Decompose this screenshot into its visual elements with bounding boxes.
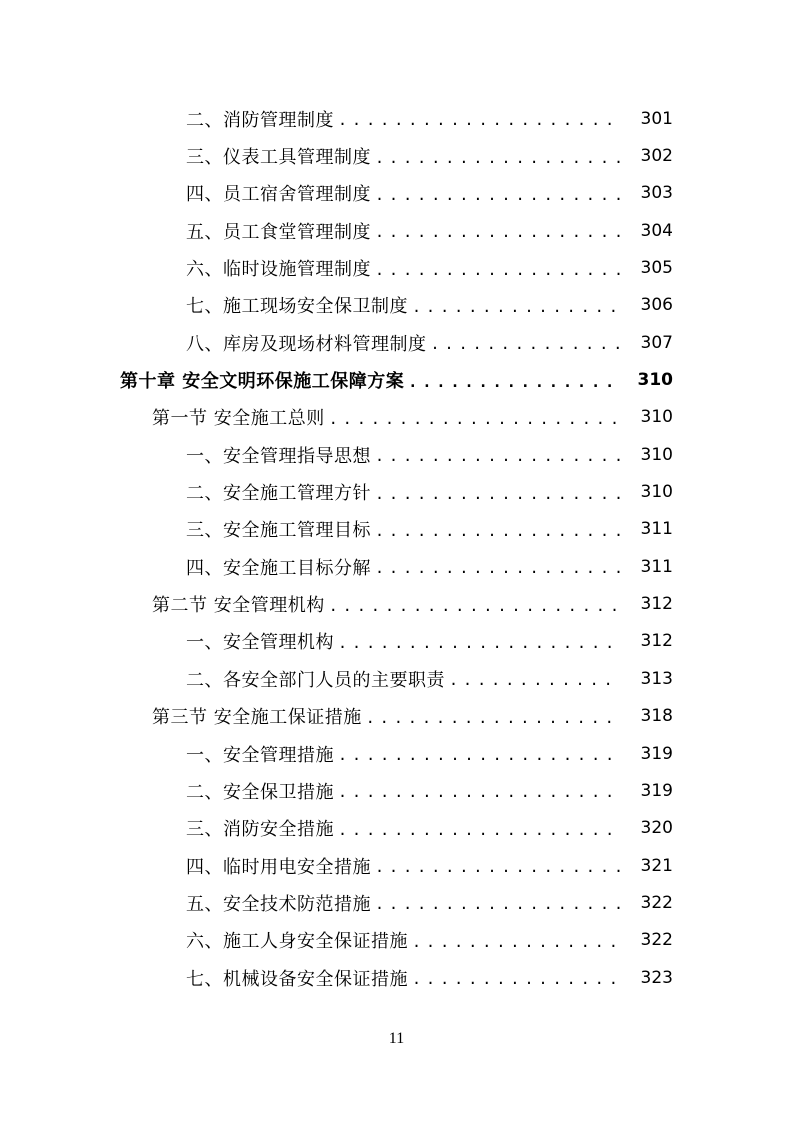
toc-item-entry[interactable] (0, 735, 793, 772)
toc-item-entry[interactable] (0, 100, 793, 137)
toc-chapter-entry[interactable] (0, 361, 793, 398)
toc-entry-page-number: 323 (640, 967, 673, 988)
toc-entry-page-number: 322 (640, 930, 673, 951)
toc-dot-leader (412, 935, 620, 950)
toc-entry-title: 二、消防管理制度 (186, 109, 334, 131)
toc-item-entry[interactable] (0, 772, 793, 809)
toc-entry-page-number: 319 (640, 780, 673, 801)
toc-entry-page-number: 320 (640, 818, 673, 839)
toc-item-entry[interactable] (0, 324, 793, 361)
toc-entry-page-number: 322 (640, 892, 673, 913)
toc-entry-page-number: 310 (640, 444, 673, 465)
toc-dot-leader (408, 375, 620, 390)
toc-section-entry[interactable] (0, 698, 793, 735)
toc-item-entry[interactable] (0, 473, 793, 510)
toc-entry-title: 二、安全施工管理方针 (186, 483, 371, 505)
toc-entry-page-number: 311 (640, 556, 673, 577)
toc-section-entry[interactable] (0, 585, 793, 622)
toc-item-entry[interactable] (0, 436, 793, 473)
toc-entry-title: 三、消防安全措施 (186, 819, 334, 841)
page-number-footer: 11 (388, 1030, 405, 1047)
toc-entry-page-number: 312 (640, 594, 673, 615)
toc-entry-page-number: 305 (640, 258, 673, 279)
toc-entry-page-number: 321 (640, 855, 673, 876)
toc-item-entry[interactable] (0, 884, 793, 921)
toc-entry-page-number: 301 (640, 108, 673, 129)
toc-entry-title: 七、施工现场安全保卫制度 (186, 296, 408, 318)
toc-entry-page-number: 306 (640, 295, 673, 316)
toc-entry-title: 五、安全技术防范措施 (186, 893, 371, 915)
toc-section-entry[interactable] (0, 399, 793, 436)
toc-item-entry[interactable] (0, 287, 793, 324)
toc-item-entry[interactable] (0, 137, 793, 174)
toc-dot-leader (375, 524, 620, 539)
toc-dot-leader (338, 636, 620, 651)
toc-entry-page-number: 319 (640, 743, 673, 764)
toc-entry-title: 一、安全管理措施 (186, 744, 334, 766)
toc-item-entry[interactable] (0, 623, 793, 660)
table-of-contents (0, 100, 793, 996)
toc-item-entry[interactable] (0, 922, 793, 959)
toc-dot-leader (338, 785, 620, 800)
toc-entry-page-number: 302 (640, 146, 673, 167)
toc-entry-title: 三、仪表工具管理制度 (186, 147, 371, 169)
toc-dot-leader (329, 412, 620, 427)
toc-item-entry[interactable] (0, 660, 793, 697)
toc-item-entry[interactable] (0, 810, 793, 847)
toc-entry-page-number: 310 (640, 482, 673, 503)
toc-entry-page-number: 307 (640, 332, 673, 353)
toc-dot-leader (329, 599, 620, 614)
toc-dot-leader (375, 449, 620, 464)
toc-dot-leader (431, 337, 621, 352)
toc-dot-leader (375, 860, 620, 875)
toc-entry-page-number: 311 (640, 519, 673, 540)
toc-dot-leader (375, 487, 620, 502)
toc-entry-page-number: 304 (640, 220, 673, 241)
toc-dot-leader (375, 561, 620, 576)
toc-item-entry[interactable] (0, 511, 793, 548)
toc-entry-title: 一、安全管理指导思想 (186, 445, 371, 467)
toc-dot-leader (375, 151, 620, 166)
toc-entry-title: 第十章 安全文明环保施工保障方案 (120, 371, 405, 393)
toc-dot-leader (412, 972, 620, 987)
toc-dot-leader (375, 225, 620, 240)
toc-dot-leader (412, 300, 620, 315)
toc-entry-title: 四、安全施工目标分解 (186, 557, 371, 579)
toc-dot-leader (375, 897, 620, 912)
toc-item-entry[interactable] (0, 175, 793, 212)
toc-dot-leader (338, 113, 620, 128)
toc-dot-leader (449, 673, 620, 688)
toc-entry-page-number: 310 (640, 407, 673, 428)
toc-entry-page-number: 313 (640, 668, 673, 689)
toc-entry-title: 第三节 安全施工保证措施 (152, 707, 362, 729)
toc-dot-leader (375, 188, 620, 203)
toc-entry-title: 三、安全施工管理目标 (186, 520, 371, 542)
toc-dot-leader (338, 823, 620, 838)
toc-entry-title: 二、各安全部门人员的主要职责 (186, 669, 445, 691)
toc-entry-title: 八、库房及现场材料管理制度 (186, 333, 427, 355)
toc-entry-page-number: 318 (640, 706, 673, 727)
toc-entry-title: 第一节 安全施工总则 (152, 408, 325, 430)
toc-entry-title: 第二节 安全管理机构 (152, 595, 325, 617)
toc-item-entry[interactable] (0, 212, 793, 249)
toc-entry-title: 一、安全管理机构 (186, 632, 334, 654)
toc-entry-title: 六、施工人身安全保证措施 (186, 931, 408, 953)
toc-dot-leader (375, 263, 620, 278)
toc-item-entry[interactable] (0, 959, 793, 996)
toc-entry-page-number: 303 (640, 183, 673, 204)
toc-entry-title: 二、安全保卫措施 (186, 781, 334, 803)
toc-dot-leader (338, 748, 620, 763)
toc-entry-page-number: 310 (637, 370, 673, 391)
toc-entry-title: 六、临时设施管理制度 (186, 259, 371, 281)
toc-entry-title: 四、员工宿舍管理制度 (186, 184, 371, 206)
toc-dot-leader (366, 711, 620, 726)
toc-item-entry[interactable] (0, 847, 793, 884)
toc-entry-title: 五、员工食堂管理制度 (186, 221, 371, 243)
toc-entry-title: 七、机械设备安全保证措施 (186, 968, 408, 990)
toc-item-entry[interactable] (0, 548, 793, 585)
toc-entry-page-number: 312 (640, 631, 673, 652)
toc-item-entry[interactable] (0, 249, 793, 286)
toc-entry-title: 四、临时用电安全措施 (186, 856, 371, 878)
